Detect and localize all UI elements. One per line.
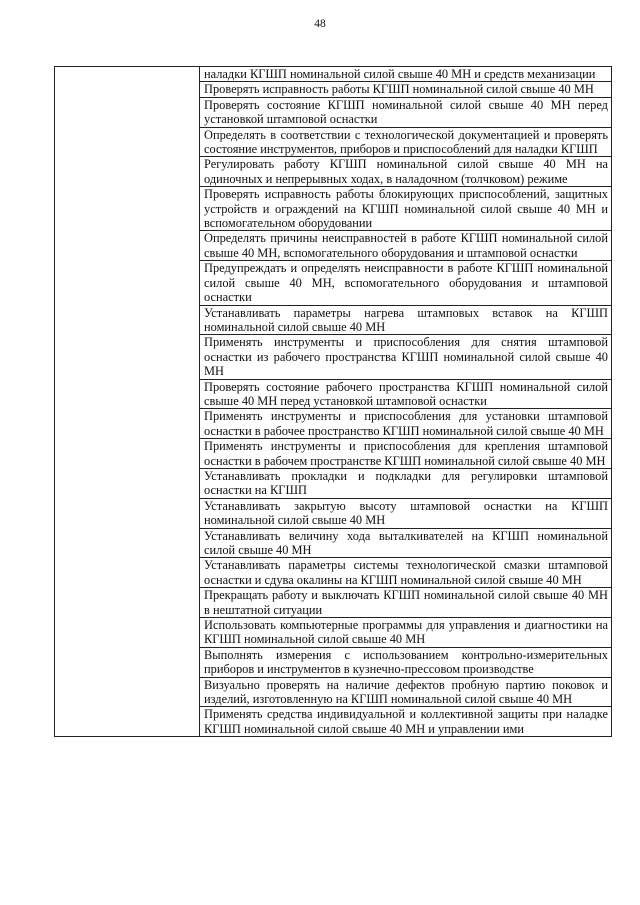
table-cell-left <box>55 528 200 558</box>
table-row <box>55 187 612 231</box>
table-row <box>55 468 612 498</box>
table-row <box>55 558 612 588</box>
table-cell-left <box>55 261 200 305</box>
task-text: Применять инструменты и приспособления для снятия штамповой оснастки из рабочего пространства КГШП номинальной силой свыше 40 МН <box>204 335 608 379</box>
table-cell-right <box>200 647 612 677</box>
table-cell-left <box>55 157 200 187</box>
table-cell-left <box>55 82 200 97</box>
table-cell-right <box>200 335 612 379</box>
table-cell-right <box>200 231 612 261</box>
table-cell-left <box>55 409 200 439</box>
task-text: Применять инструменты и приспособления для установки штамповой оснастки в рабочее пространство КГШП номинальной силой свыше 40 МН <box>204 409 608 438</box>
table-cell-left <box>55 468 200 498</box>
task-text: Устанавливать закрытую высоту штамповой оснастки на КГШП номинальной силой свыше 40 МН <box>204 498 608 528</box>
table-row <box>55 588 612 618</box>
table-cell-left <box>55 127 200 157</box>
table-row <box>55 498 612 528</box>
table-cell-right <box>200 379 612 409</box>
table-cell-right <box>200 588 612 618</box>
table-row <box>55 677 612 707</box>
table-cell-right <box>200 498 612 528</box>
table-row <box>55 707 612 737</box>
table-cell-left <box>55 231 200 261</box>
table-row <box>55 261 612 305</box>
table-row <box>55 379 612 409</box>
table-row <box>55 439 612 469</box>
table-cell-right <box>200 127 612 157</box>
task-text: Выполнять измерения с использованием контрольно-измерительных приборов и инструментов в кузнечно-прессовом производстве <box>204 647 608 677</box>
task-text: Устанавливать прокладки и подкладки для регулировки штамповой оснастки на КГШП <box>204 468 608 498</box>
task-text: Предупреждать и определять неисправности в работе КГШП номинальной силой свыше 40 МН, вспомогательного оборудования и штамповой оснастки <box>204 261 608 305</box>
table-cell-left <box>55 187 200 231</box>
task-text: Проверять состояние рабочего пространства КГШП номинальной силой свыше 40 МН перед установкой штамповой оснастки <box>204 379 608 408</box>
task-text: Применять инструменты и приспособления для крепления штамповой оснастки в рабочем пространстве КГШП номинальной силой свыше 40 МН <box>204 439 608 468</box>
table-row <box>55 157 612 187</box>
table-cell-left <box>55 707 200 737</box>
table-row <box>55 97 612 127</box>
task-text: Устанавливать величину хода выталкивателей на КГШП номинальной силой свыше 40 МН <box>204 528 608 557</box>
table-cell-right <box>200 157 612 187</box>
table-cell-left <box>55 647 200 677</box>
task-text: Применять средства индивидуальной и коллективной защиты при наладке КГШП номинальной силой свыше 40 МН и управлении ими <box>204 707 608 736</box>
table-row <box>55 528 612 558</box>
task-text: Регулировать работу КГШП номинальной силой свыше 40 МН на одиночных и непрерывных ходах, в наладочном (толчковом) режиме <box>204 157 608 186</box>
table-row <box>55 127 612 157</box>
table-cell-left <box>55 588 200 618</box>
table-cell-left <box>55 97 200 127</box>
table-cell-left <box>55 335 200 379</box>
table-cell-left <box>55 498 200 528</box>
task-text: наладки КГШП номинальной силой свыше 40 МН и средств механизации <box>204 67 596 81</box>
table-row <box>55 82 612 97</box>
table-row <box>55 335 612 379</box>
table-cell-right <box>200 261 612 305</box>
table-cell-left <box>55 677 200 707</box>
task-text: Использовать компьютерные программы для управления и диагностики на КГШП номинальной силой свыше 40 МН <box>204 618 608 647</box>
task-text: Проверять состояние КГШП номинальной силой свыше 40 МН перед установкой штамповой оснастки <box>204 97 608 127</box>
task-text: Проверять исправность работы блокирующих приспособлений, защитных устройств и ограждений на КГШП номинальной силой свыше 40 МН и вспомогательном оборудовании <box>204 187 608 231</box>
table-cell-left <box>55 439 200 469</box>
table-row <box>55 231 612 261</box>
table-cell-right <box>200 468 612 498</box>
table-cell-right <box>200 409 612 439</box>
task-text: Проверять исправность работы КГШП номинальной силой свыше 40 МН <box>204 82 594 97</box>
task-text: Визуально проверять на наличие дефектов пробную партию поковок и изделий, изготовленную на КГШП номинальной силой свыше 40 МН <box>204 677 608 707</box>
table-cell-right <box>200 305 612 335</box>
table-cell-right <box>200 187 612 231</box>
task-text: Определять причины неисправностей в работе КГШП номинальной силой свыше 40 МН, вспомогательного оборудования и штамповой оснастки <box>204 231 608 260</box>
table-cell-left <box>55 558 200 588</box>
table-cell-left <box>55 305 200 335</box>
table-cell-right <box>200 707 612 737</box>
table-row <box>55 647 612 677</box>
table-cell-right <box>200 558 612 588</box>
task-text: Прекращать работу и выключать КГШП номинальной силой свыше 40 МН в нештатной ситуации <box>204 588 608 617</box>
table-row <box>55 409 612 439</box>
table-row <box>55 618 612 648</box>
table-cell-right <box>200 528 612 558</box>
task-text: Устанавливать параметры системы технологической смазки штамповой оснастки и сдува окалины на КГШП номинальной силой свыше 40 МН <box>204 558 608 587</box>
table-cell-right <box>200 618 612 648</box>
table-cell-left <box>55 67 200 82</box>
table-cell-left <box>55 618 200 648</box>
table-row <box>55 305 612 335</box>
table-cell-right <box>200 67 612 82</box>
table-cell-right <box>200 82 612 97</box>
table-cell-right <box>200 677 612 707</box>
table-cell-left <box>55 379 200 409</box>
table-row <box>55 67 612 82</box>
task-text: Устанавливать параметры нагрева штамповых вставок на КГШП номинальной силой свыше 40 МН <box>204 305 608 334</box>
task-text: Определять в соответствии с технологической документацией и проверять состояние инструментов, приборов и приспособлений для наладки КГШП <box>204 127 608 157</box>
requirements-table <box>54 66 612 737</box>
page-number: 48 <box>314 18 326 30</box>
table-cell-right <box>200 439 612 469</box>
table-cell-right <box>200 97 612 127</box>
